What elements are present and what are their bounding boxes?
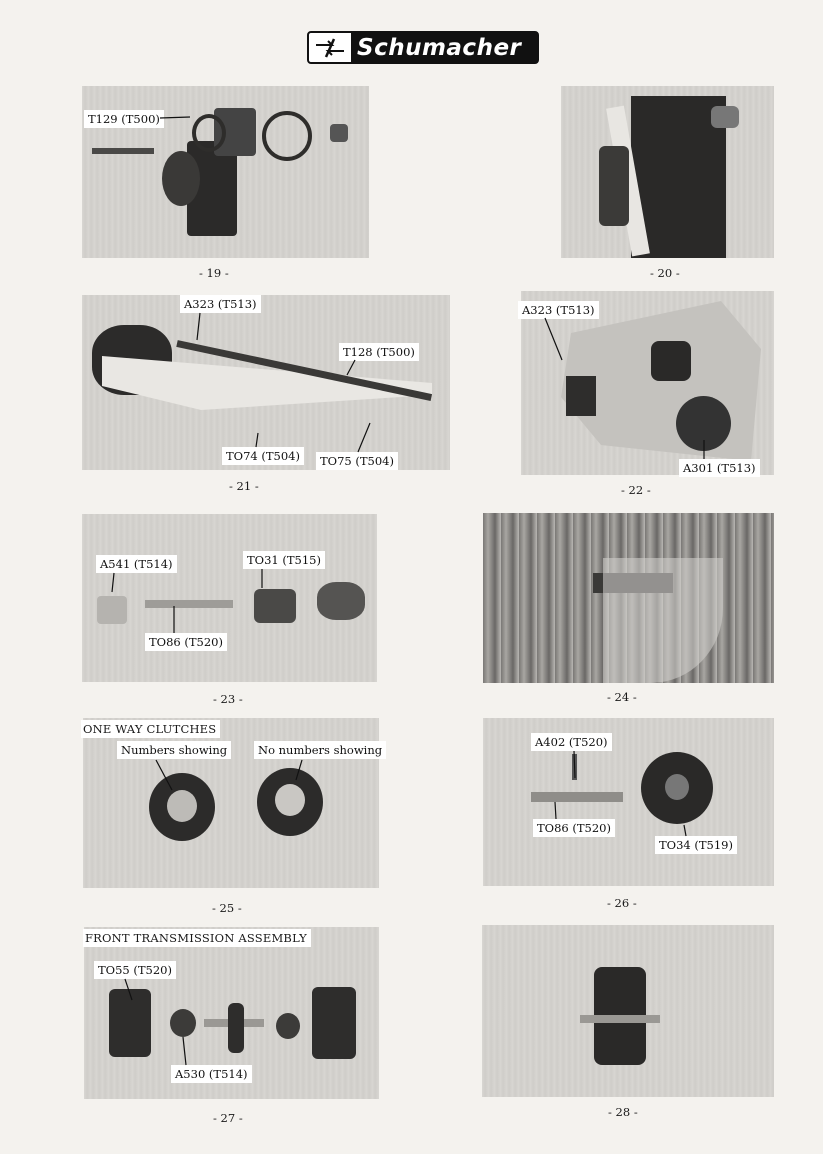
schumacher-logo [307,31,539,64]
label-to86-fig23: TO86 (T520) [145,633,227,651]
label-to86-fig26: TO86 (T520) [533,819,615,837]
heading-front-transmission-assembly: FRONT TRANSMISSION ASSEMBLY [83,929,311,947]
heading-one-way-clutches: ONE WAY CLUTCHES [81,720,220,738]
caption-fig-22: - 22 - [621,483,651,497]
caption-fig-28: - 28 - [608,1105,638,1119]
brand-name: Schumacher [351,33,537,62]
photo-fig-21 [82,295,450,470]
photo-fig-28 [482,925,774,1097]
label-to74: TO74 (T504) [222,447,304,465]
label-t129: T129 (T500) [84,110,164,128]
label-to34: TO34 (T519) [655,836,737,854]
photo-fig-20 [561,86,774,258]
label-t128: T128 (T500) [339,343,419,361]
caption-fig-23: - 23 - [213,692,243,706]
label-a530: A530 (T514) [171,1065,252,1083]
caption-fig-24: - 24 - [607,690,637,704]
label-a402: A402 (T520) [531,733,612,751]
photo-fig-26 [483,718,774,886]
caption-fig-21: - 21 - [229,479,259,493]
caption-fig-26: - 26 - [607,896,637,910]
label-a323-fig21: A323 (T513) [180,295,261,313]
label-a323-fig22: A323 (T513) [518,301,599,319]
label-no-numbers-showing: No numbers showing [254,741,386,759]
caption-fig-20: - 20 - [650,266,680,280]
photo-fig-24 [483,513,774,683]
label-a301: A301 (T513) [679,459,760,477]
caption-fig-25: - 25 - [212,901,242,915]
photo-fig-23 [82,514,377,682]
label-numbers-showing: Numbers showing [117,741,231,759]
arrows-icon [309,33,351,62]
label-a541: A541 (T514) [96,555,177,573]
label-to75: TO75 (T504) [316,452,398,470]
label-to31: TO31 (T515) [243,551,325,569]
label-to55: TO55 (T520) [94,961,176,979]
caption-fig-27: - 27 - [213,1111,243,1125]
caption-fig-19: - 19 - [199,266,229,280]
